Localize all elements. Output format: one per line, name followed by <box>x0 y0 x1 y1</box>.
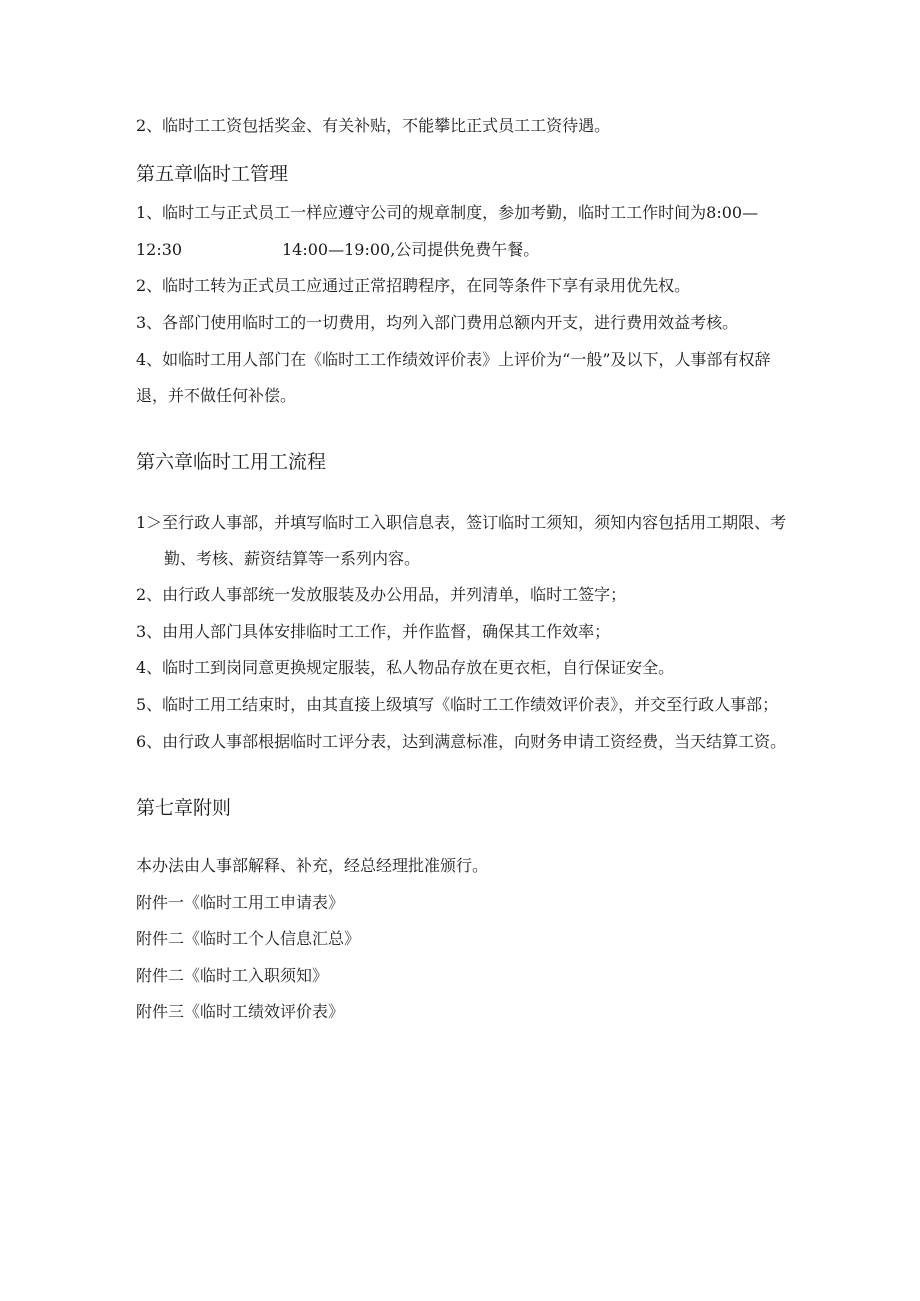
ch5-item-1-time-2: 14:00—19:00,公司提供免费午餐。 <box>282 240 540 259</box>
ch6-item-3: 3、由用人部门具体安排临时工工作，并作监督，确保其工作效率； <box>136 622 611 641</box>
attachment-1: 附件一《临时工用工申请表》 <box>136 893 345 912</box>
ch5-item-4-line-2: 退，并不做任何补偿。 <box>136 386 297 405</box>
chapter-6-title: 第六章临时工用工流程 <box>136 451 327 473</box>
ch5-item-1-line-1: 1、临时工与正式员工一样应遵守公司的规章制度，参加考勤，临时工工作时间为8:00— <box>136 203 759 222</box>
ch6-item-1-line-2: 勤、考核、薪资结算等一系列内容。 <box>164 549 421 568</box>
ch5-item-3: 3、各部门使用临时工的一切费用，均列入部门费用总额内开支，进行费用效益考核。 <box>136 313 739 332</box>
attachment-3: 附件二《临时工入职须知》 <box>136 966 329 985</box>
ch5-item-4-line-1: 4、如临时工用人部门在《临时工工作绩效评价表》上评价为“一般”及以下，人事部有权辞 <box>136 350 771 369</box>
attachment-4: 附件三《临时工绩效评价表》 <box>136 1002 345 1021</box>
ch5-item-1-time-1: 12:30 <box>136 240 183 259</box>
ch6-item-5: 5、临时工用工结束时，由其直接上级填写《临时工工作绩效评价表》，并交至行政人事部； <box>136 695 779 714</box>
ch4-item-2: 2、临时工工资包括奖金、有关补贴，不能攀比正式员工工资待遇。 <box>136 116 611 135</box>
attachment-2: 附件二《临时工个人信息汇总》 <box>136 929 361 948</box>
chapter-5-title: 第五章临时工管理 <box>136 163 289 185</box>
ch6-item-2: 2、由行政人事部统一发放服装及办公用品，并列清单，临时工签字； <box>136 585 627 604</box>
ch6-item-6: 6、由行政人事部根据临时工评分表，达到满意标准，向财务申请工资经费，当天结算工资。 <box>136 732 787 751</box>
ch7-text: 本办法由人事部解释、补充，经总经理批准颁行。 <box>136 856 489 875</box>
ch6-item-1-line-1: 1＞至行政人事部，并填写临时工入职信息表，签订临时工须知，须知内容包括用工期限、考 <box>136 513 787 532</box>
chapter-7-title: 第七章附则 <box>136 797 232 819</box>
ch6-item-4: 4、临时工到岗同意更换规定服装，私人物品存放在更衣柜，自行保证安全。 <box>136 658 675 677</box>
ch5-item-2: 2、临时工转为正式员工应通过正常招聘程序，在同等条件下享有录用优先权。 <box>136 276 691 295</box>
